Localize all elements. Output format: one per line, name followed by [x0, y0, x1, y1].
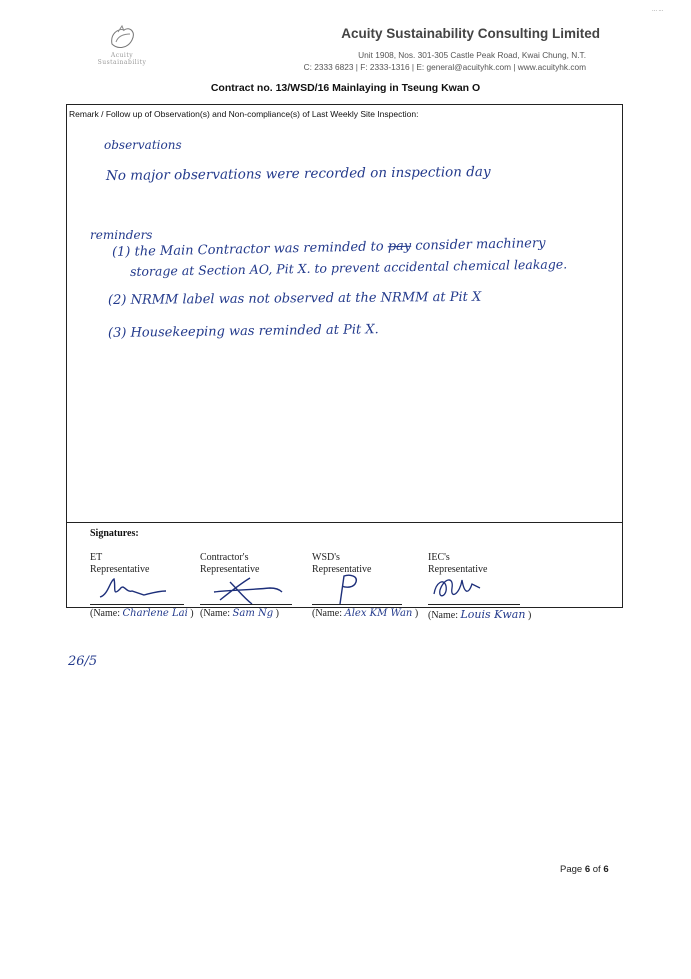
page-number	[560, 864, 609, 875]
wsd-role-line-2: Representative	[312, 564, 372, 575]
wsd-signature	[320, 572, 380, 606]
reminder-1-text-b: consider machinery	[415, 235, 546, 254]
contractor-name-label: (Name:	[200, 608, 230, 619]
company-logo	[92, 22, 152, 78]
reminder-2: (2) NRMM label was not observed at the NRMM at Pit X	[107, 289, 482, 308]
et-name: Charlene Lai	[122, 608, 188, 619]
contractor-signature	[210, 576, 290, 606]
et-name-box: (Name: Charlene Lai )	[90, 608, 194, 619]
signatures-title: Signatures:	[90, 528, 139, 539]
page-current: 6	[584, 864, 591, 875]
contact-line: C: 2333 6823 | F: 2333-1316 | E: general@acuityhk.com | www.acuityhk.com	[303, 62, 586, 72]
corner-mark: ··· ···	[652, 8, 664, 14]
et-role-line-2: Representative	[90, 564, 150, 575]
reminder-1-struck-word: pay	[387, 238, 412, 255]
observations-line: No major observations were recorded on inspection day	[105, 163, 491, 184]
iec-name: Louis Kwan	[460, 608, 526, 621]
iec-signature	[428, 574, 488, 608]
wsd-name: Alex KM Wan	[344, 608, 413, 619]
logo-text-2: Sustainability	[97, 59, 147, 66]
page-prefix: Page	[560, 864, 583, 875]
leaf-logo-icon	[104, 22, 140, 52]
contract-title: Contract no. 13/WSD/16 Mainlaying in Tseung Kwan O	[210, 82, 481, 94]
reminder-1-text-a: (1) the Main Contractor was reminded to	[111, 239, 384, 260]
iec-name-label: (Name:	[428, 610, 458, 621]
reminders-heading: reminders	[90, 228, 153, 242]
wsd-name-label: (Name:	[312, 608, 342, 619]
logo-text-1: Acuity	[110, 52, 134, 59]
et-signature	[96, 575, 176, 603]
reminder-3: (3) Housekeeping was reminded at Pit X.	[107, 322, 379, 341]
et-name-label: (Name:	[90, 608, 120, 619]
contractor-name: Sam Ng	[232, 608, 274, 619]
signature-divider	[66, 522, 623, 523]
contractor-name-box: (Name: Sam Ng )	[200, 608, 279, 619]
contractor-role-line-2: Representative	[200, 564, 260, 575]
wsd-role-line-1: WSD's	[312, 552, 340, 563]
et-role	[90, 552, 149, 576]
reminder-1-line-2: storage at Section AO, Pit X. to prevent accidental chemical leakage.	[129, 256, 568, 279]
contractor-role	[200, 552, 259, 576]
remark-label: Remark / Follow up of Observation(s) and Non-compliance(s) of Last Weekly Site Inspection:	[69, 109, 419, 119]
address-line: Unit 1908, Nos. 301-305 Castle Peak Road, Kwai Chung, N.T.	[358, 50, 586, 60]
company-address	[240, 49, 586, 73]
iec-role	[428, 552, 487, 576]
company-name: Acuity Sustainability Consulting Limited	[341, 26, 600, 41]
iec-role-line-1: IEC's	[428, 552, 450, 563]
date-note: 26/5	[68, 654, 98, 669]
page-of: of	[592, 864, 601, 875]
iec-name-box: (Name: Louis Kwan )	[428, 608, 532, 621]
observations-heading: observations	[104, 138, 182, 152]
et-role-line-1: ET	[90, 552, 103, 563]
iec-role-line-2: Representative	[428, 564, 488, 575]
page-total: 6	[603, 864, 609, 875]
contractor-role-line-1: Contractor's	[200, 552, 249, 563]
wsd-name-box: (Name: Alex KM Wan )	[312, 608, 419, 619]
